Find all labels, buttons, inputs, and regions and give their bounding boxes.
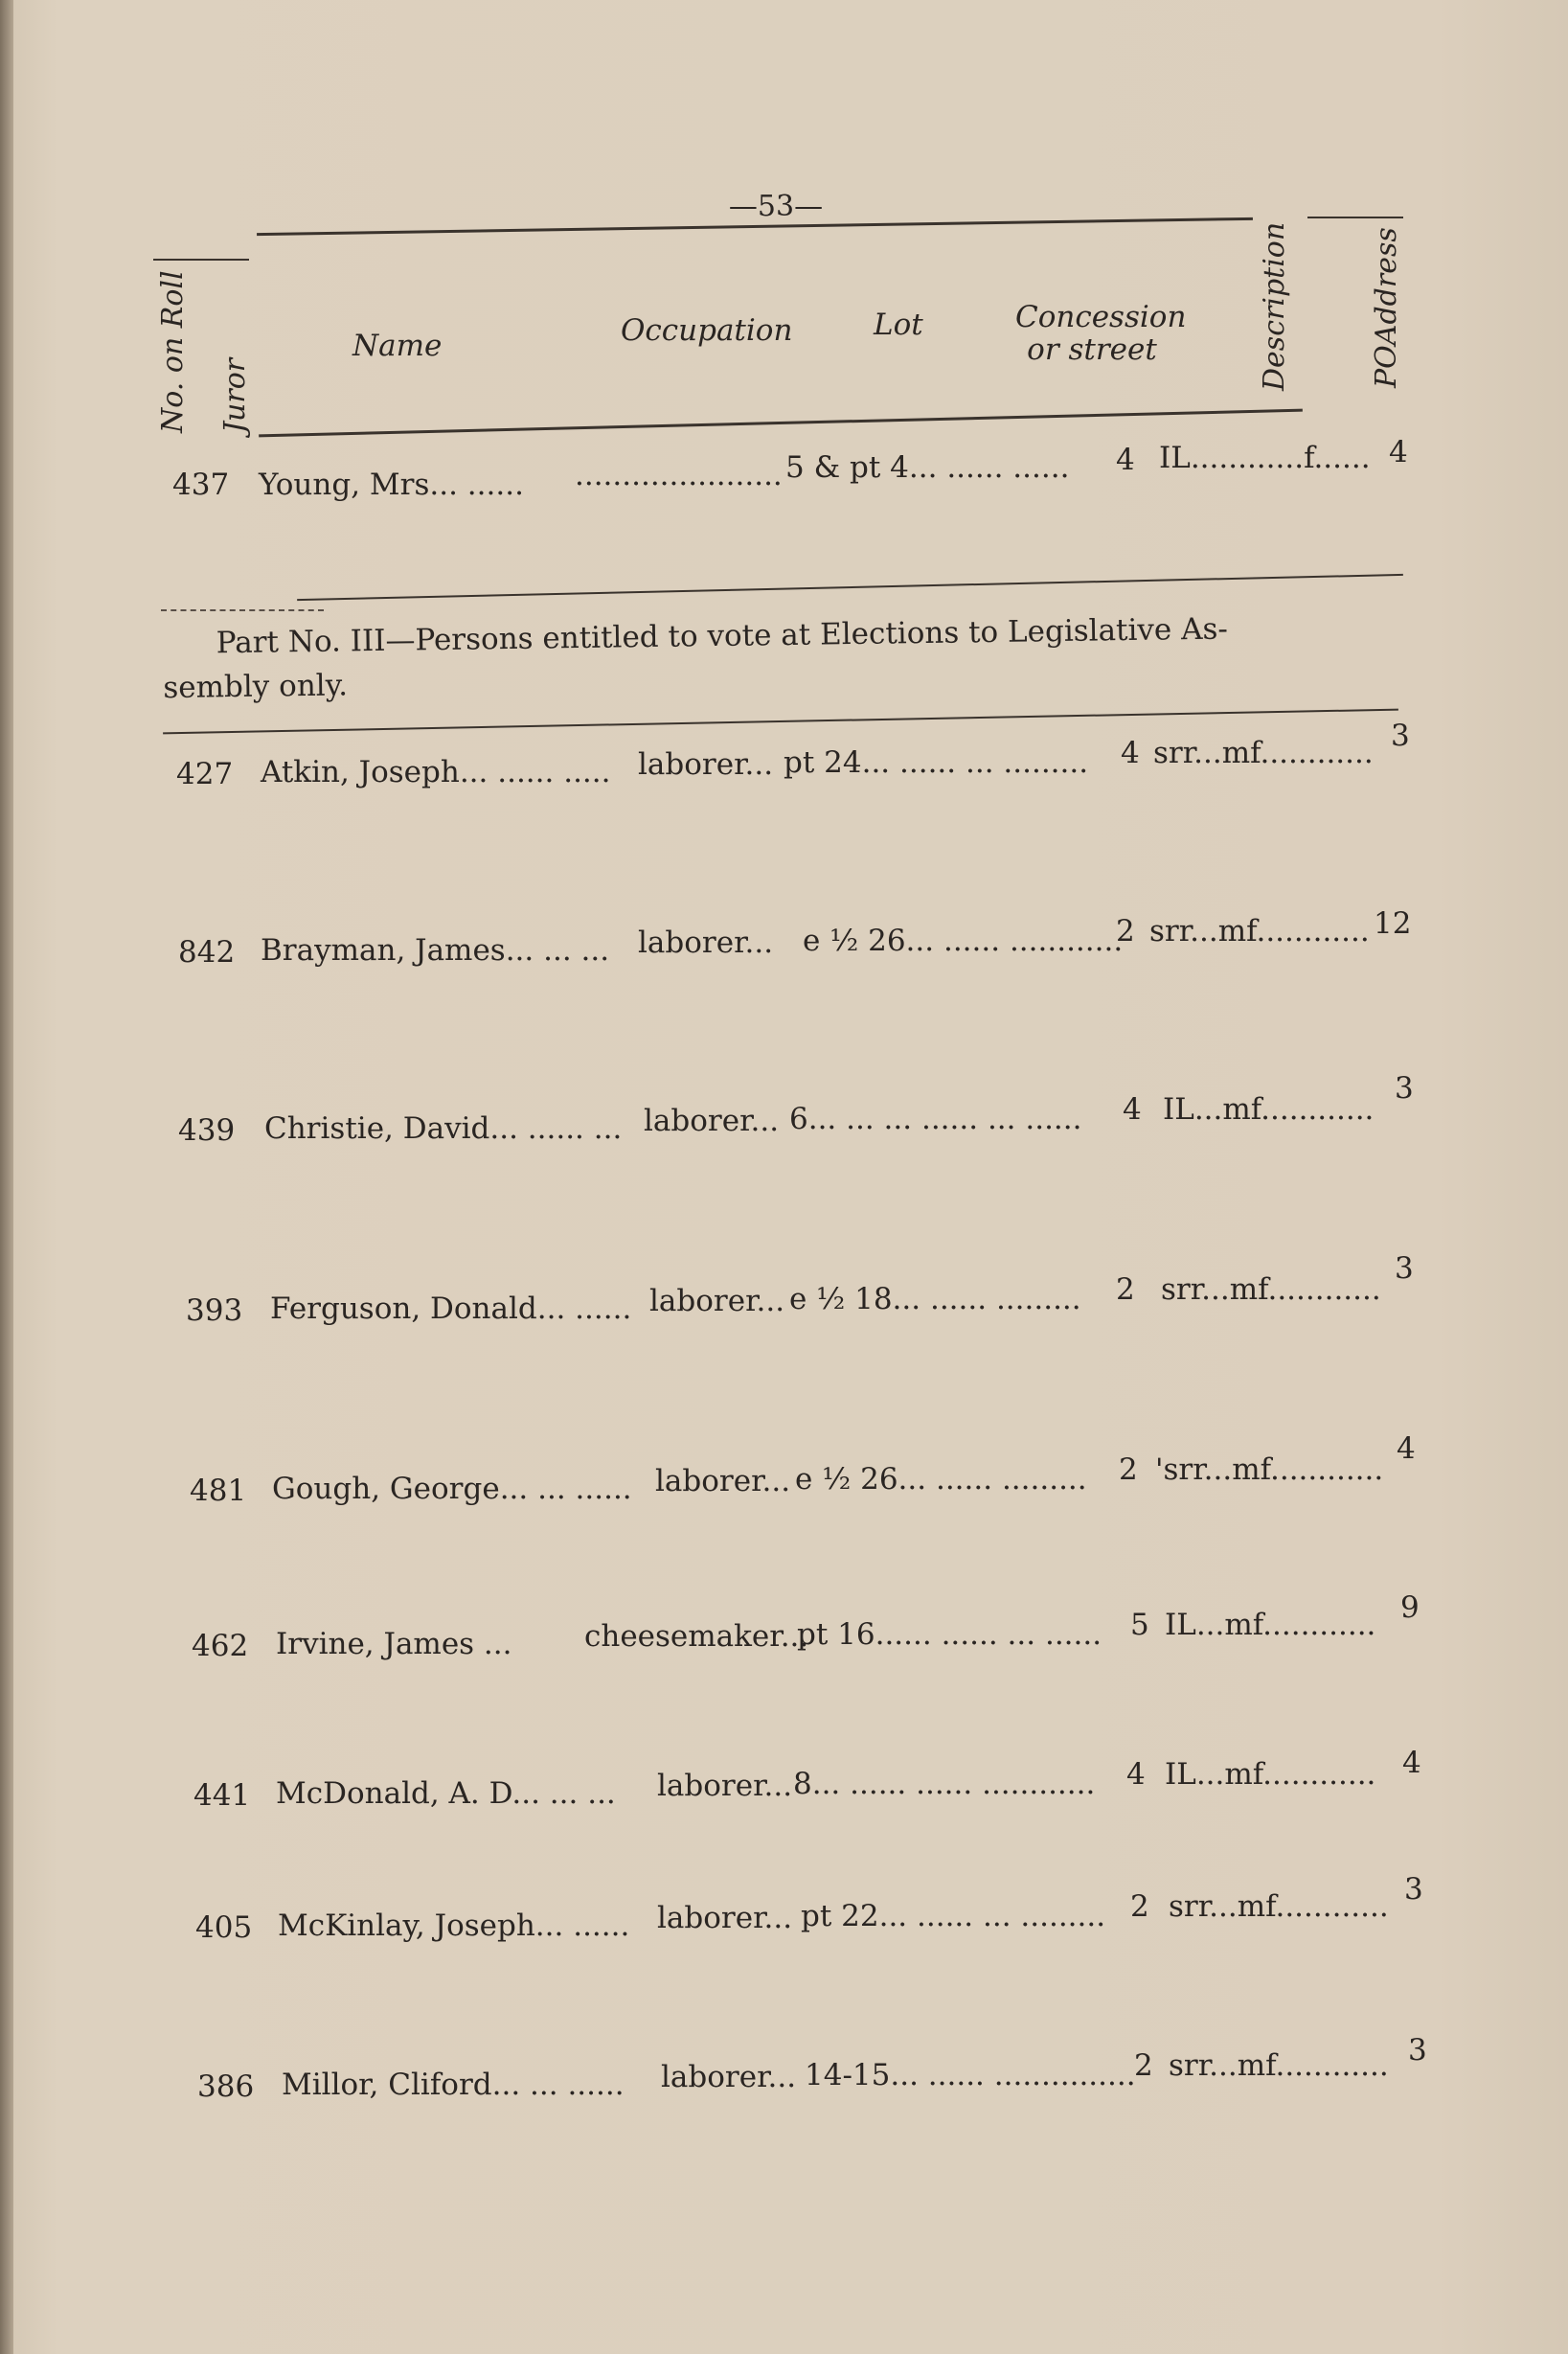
roll-number: 386	[197, 2069, 255, 2104]
header-po-address: POAddress	[1370, 227, 1403, 388]
voter-name: McDonald, A. D... ... ...	[276, 1776, 616, 1811]
po-address: 3	[1395, 1251, 1414, 1286]
occupation: laborer...	[644, 1104, 780, 1138]
occupation: laborer...	[649, 1284, 785, 1318]
part-heading-line2: sembly only.	[163, 668, 349, 706]
table-row	[0, 2033, 1568, 2117]
table-row	[0, 1590, 1568, 1677]
roll-number: 393	[186, 1293, 243, 1328]
description: srr...mf............	[1169, 1889, 1389, 1924]
lot: pt 16...... ...... ... ......	[797, 1617, 1102, 1652]
lot: pt 22... ...... ... .........	[801, 1899, 1106, 1933]
roll-number: 405	[195, 1910, 253, 1945]
lot: 6... ... ... ...... ... ......	[789, 1102, 1082, 1136]
header-concession	[1015, 300, 1187, 367]
table-row	[0, 1872, 1568, 1958]
voter-name: Irvine, James ...	[276, 1627, 512, 1661]
concession: 4	[1121, 736, 1140, 770]
po-address: 4	[1389, 435, 1408, 469]
occupation: ......................	[575, 458, 783, 492]
header-concession-line2: or street	[1027, 332, 1157, 367]
voter-name: Atkin, Joseph... ...... .....	[261, 755, 611, 789]
table-row	[0, 435, 1568, 515]
occupation: laborer...	[657, 1769, 793, 1803]
header-name: Name	[352, 329, 443, 363]
roll-number: 427	[176, 757, 234, 791]
part-heading-line1: Part No. III—Persons entitled to vote at Elections to Legislative As-	[216, 611, 1229, 661]
lot: e ½ 26... ...... .........	[795, 1462, 1087, 1497]
lot: e ½ 18... ...... .........	[789, 1282, 1081, 1316]
table-row	[0, 1746, 1568, 1826]
table-row	[0, 1071, 1568, 1161]
concession: 2	[1116, 1272, 1135, 1307]
occupation: laborer...	[638, 747, 774, 782]
concession: 2	[1130, 1889, 1149, 1924]
description: srr...mf............	[1161, 1272, 1381, 1307]
description: IL...mf............	[1165, 1608, 1376, 1642]
roll-number: 437	[172, 468, 230, 502]
voter-name: Brayman, James... ... ...	[261, 933, 610, 968]
occupation: laborer...	[638, 926, 774, 960]
voter-name: Ferguson, Donald... ......	[270, 1291, 632, 1326]
po-address: 12	[1374, 906, 1412, 941]
po-address: 3	[1408, 2033, 1427, 2068]
concession: 5	[1130, 1608, 1149, 1642]
voter-name: Christie, David... ...... ...	[264, 1111, 623, 1146]
voter-name: Gough, George... ... ......	[272, 1472, 632, 1506]
lot: 14-15... ...... ...............	[805, 2058, 1136, 2092]
roll-number: 441	[193, 1778, 251, 1813]
roll-number: 439	[178, 1113, 236, 1148]
description: IL...mf............	[1163, 1092, 1375, 1127]
book-spine	[0, 0, 13, 2354]
description: srr...mf............	[1153, 736, 1374, 770]
table-row	[0, 1251, 1568, 1341]
voter-name: Millor, Cliford... ... ......	[282, 2068, 625, 2102]
header-roll: No. on Roll	[156, 270, 190, 433]
table-row	[0, 906, 1568, 983]
occupation: laborer...	[655, 1464, 791, 1498]
header-top-rule-right	[1307, 217, 1403, 218]
roll-number: 481	[190, 1474, 247, 1508]
concession: 2	[1134, 2048, 1153, 2083]
description: srr...mf............	[1169, 2048, 1389, 2083]
po-address: 4	[1402, 1746, 1421, 1780]
header-lot: Lot	[874, 308, 923, 342]
po-address: 4	[1397, 1431, 1416, 1466]
header-occupation: Occupation	[621, 313, 793, 348]
part-top-rule-dotted	[161, 609, 324, 611]
lot: 8... ...... ...... ............	[793, 1767, 1096, 1801]
roll-number: 462	[192, 1629, 249, 1663]
description: srr...mf............	[1149, 914, 1370, 948]
page-number: —53—	[728, 190, 824, 223]
voter-name: McKinlay, Joseph... ......	[278, 1908, 630, 1943]
table-row	[0, 1431, 1568, 1521]
header-juror: Juror	[218, 357, 252, 433]
roll-number: 842	[178, 935, 236, 970]
concession: 4	[1123, 1092, 1142, 1127]
header-description: Description	[1258, 221, 1291, 391]
header-bottom-rule	[259, 409, 1303, 438]
lot: 5 & pt 4... ...... ......	[785, 450, 1070, 485]
po-address: 3	[1404, 1872, 1423, 1907]
lot: pt 24... ...... ... .........	[784, 745, 1089, 780]
occupation: laborer...	[657, 1901, 793, 1935]
header-concession-line1: Concession	[1015, 300, 1187, 334]
voter-name: Young, Mrs... ......	[259, 468, 524, 502]
concession: 4	[1116, 443, 1135, 477]
occupation: cheesemaker...	[584, 1619, 809, 1654]
part-bottom-rule	[163, 709, 1398, 735]
concession: 4	[1126, 1757, 1146, 1792]
description: IL............f......	[1159, 441, 1371, 475]
header-top-rule-left	[153, 259, 249, 261]
po-address: 9	[1400, 1590, 1420, 1625]
concession: 2	[1119, 1452, 1138, 1487]
occupation: laborer...	[661, 2060, 797, 2094]
po-address: 3	[1391, 719, 1410, 753]
concession: 2	[1116, 914, 1135, 948]
description: 'srr...mf............	[1155, 1452, 1384, 1487]
table-row	[0, 719, 1568, 805]
part-top-rule	[297, 574, 1403, 601]
part-heading	[162, 605, 1408, 710]
description: IL...mf............	[1165, 1757, 1376, 1792]
lot: e ½ 26... ...... ............	[803, 924, 1124, 958]
po-address: 3	[1395, 1071, 1414, 1106]
